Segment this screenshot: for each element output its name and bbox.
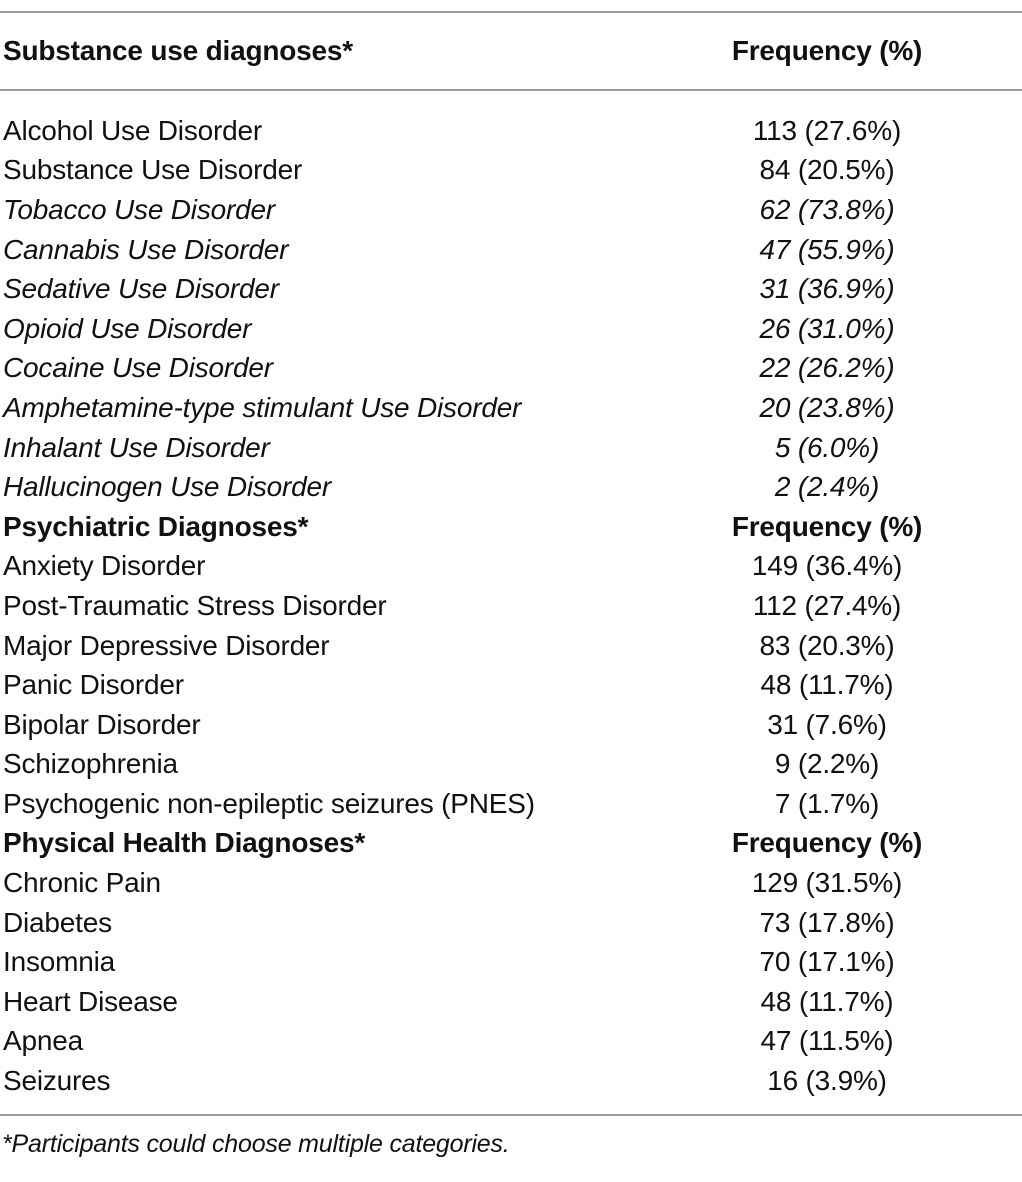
frequency-value: 22 (26.2%) <box>759 352 895 384</box>
diagnosis-label: Tobacco Use Disorder <box>3 193 275 225</box>
section-header-row <box>0 507 1022 547</box>
table-footnote: *Participants could choose multiple categories. <box>2 1129 510 1158</box>
frequency-value: 113 (27.6%) <box>752 114 902 146</box>
diagnosis-label: Sedative Use Disorder <box>3 273 279 305</box>
diagnosis-label: Psychogenic non-epileptic seizures (PNES) <box>3 787 535 819</box>
diagnosis-label: Seizures <box>3 1065 111 1097</box>
frequency-value: 47 (11.5%) <box>760 1025 894 1057</box>
diagnosis-label: Major Depressive Disorder <box>3 629 330 661</box>
frequency-value: 47 (55.9%) <box>759 233 895 265</box>
table-row <box>0 745 1022 785</box>
frequency-value: 9 (2.2%) <box>774 748 880 780</box>
section-header-frequency: Frequency (%) <box>731 827 923 859</box>
table-row <box>0 586 1022 626</box>
frequency-value: 48 (11.7%) <box>760 669 894 701</box>
frequency-value: 84 (20.5%) <box>759 154 895 186</box>
table-row <box>0 349 1022 389</box>
table-row <box>0 1061 1022 1101</box>
frequency-value: 31 (36.9%) <box>759 273 895 305</box>
table-row <box>0 626 1022 666</box>
diagnosis-label: Cannabis Use Disorder <box>3 233 289 265</box>
table-row <box>0 467 1022 507</box>
table-row <box>0 942 1022 982</box>
table-row <box>0 269 1022 309</box>
frequency-value: 31 (7.6%) <box>767 708 887 740</box>
diagnosis-label: Alcohol Use Disorder <box>3 114 262 146</box>
diagnosis-label: Schizophrenia <box>3 748 178 780</box>
frequency-value: 112 (27.4%) <box>752 589 902 621</box>
table-row <box>0 784 1022 824</box>
diagnosis-label: Substance Use Disorder <box>3 154 303 186</box>
frequency-value: 26 (31.0%) <box>759 312 895 344</box>
frequency-value: 83 (20.3%) <box>759 629 895 661</box>
section-header-label: Psychiatric Diagnoses* <box>3 510 309 542</box>
table-row <box>0 309 1022 349</box>
table-row <box>0 1022 1022 1062</box>
frequency-value: 5 (6.0%) <box>774 431 880 463</box>
diagnosis-label: Cocaine Use Disorder <box>3 352 273 384</box>
column-header-diagnoses: Substance use diagnoses* <box>3 35 353 66</box>
frequency-value: 7 (1.7%) <box>774 787 880 819</box>
diagnosis-label: Opioid Use Disorder <box>3 312 252 344</box>
diagnosis-label: Heart Disease <box>3 985 178 1017</box>
frequency-value: 48 (11.7%) <box>760 985 894 1017</box>
frequency-value: 149 (36.4%) <box>751 550 903 582</box>
diagnosis-label: Bipolar Disorder <box>3 708 201 740</box>
table-row <box>0 111 1022 151</box>
table-row <box>0 428 1022 468</box>
frequency-value: 73 (17.8%) <box>759 906 895 938</box>
diagnosis-label: Post-Traumatic Stress Disorder <box>3 589 387 621</box>
diagnosis-label: Insomnia <box>3 946 116 978</box>
table-row <box>0 903 1022 943</box>
table-row <box>0 547 1022 587</box>
frequency-value: 129 (31.5%) <box>751 867 903 899</box>
diagnosis-label: Anxiety Disorder <box>3 550 206 582</box>
table-row <box>0 705 1022 745</box>
section-header-row <box>0 824 1022 864</box>
table-row <box>0 230 1022 270</box>
section-header-frequency: Frequency (%) <box>731 510 923 542</box>
diagnosis-label: Amphetamine-type stimulant Use Disorder <box>3 391 522 423</box>
table-row <box>0 388 1022 428</box>
column-header-frequency: Frequency (%) <box>731 35 923 66</box>
frequency-value: 62 (73.8%) <box>759 193 895 225</box>
section-header-label: Physical Health Diagnoses* <box>3 827 366 859</box>
table-row <box>0 982 1022 1022</box>
diagnosis-label: Chronic Pain <box>3 867 161 899</box>
diagnosis-label: Inhalant Use Disorder <box>3 431 270 463</box>
frequency-value: 20 (23.8%) <box>759 391 895 423</box>
diagnosis-label: Hallucinogen Use Disorder <box>3 471 332 503</box>
table-row <box>0 863 1022 903</box>
table-body <box>0 91 1022 1101</box>
frequency-value: 70 (17.1%) <box>759 946 895 978</box>
diagnosis-label: Apnea <box>3 1025 83 1057</box>
table-row <box>0 151 1022 191</box>
table-header-row <box>0 13 1022 89</box>
diagnosis-label: Panic Disorder <box>3 669 184 701</box>
table-row <box>0 190 1022 230</box>
frequency-value: 2 (2.4%) <box>774 471 880 503</box>
table-row <box>0 665 1022 705</box>
diagnosis-label: Diabetes <box>3 906 112 938</box>
frequency-value: 16 (3.9%) <box>767 1065 887 1097</box>
bottom-rule <box>0 1114 1022 1116</box>
